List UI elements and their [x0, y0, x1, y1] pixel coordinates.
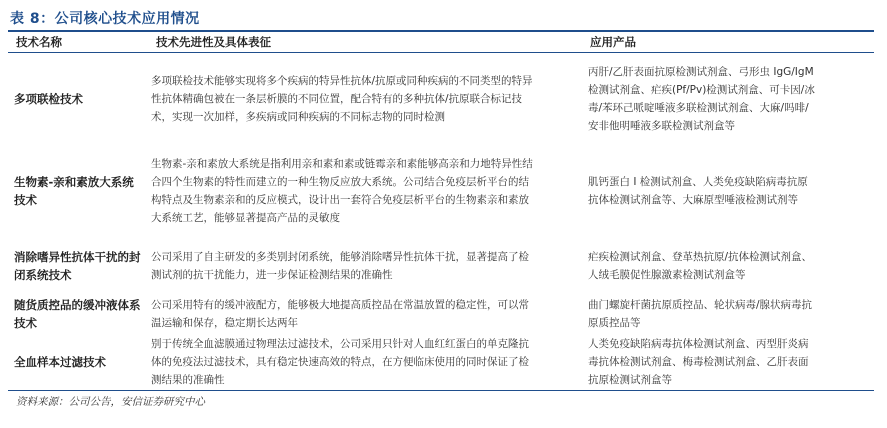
- tech-desc-cell: 公司采用了自主研发的多类别封闭系统，能够消除嗜异性抗体干扰，显著提高了检测试剂的抗干扰能力，进一步保证检测结果的准确性: [151, 251, 529, 281]
- table-row: [8, 335, 874, 389]
- header-tech-features: 技术先进性及具体表征: [156, 35, 271, 49]
- products-cell: 疟疾检测试剂盒、登革热抗原/抗体检测试剂盒、人绒毛膜促性腺激素检测试剂盒等: [588, 251, 813, 281]
- header-products: 应用产品: [590, 35, 636, 49]
- tech-desc-cell: 别于传统全血滤膜通过物理法过滤技术，公司采用只针对人血红红蛋白的单克隆抗体的免疫法过滤技术，具有稳定快速高效的特点，在方便临床使用的同时保证了检测结果的准确性: [151, 338, 529, 386]
- table-header-row: [8, 32, 874, 52]
- products-cell: 丙肝/乙肝表面抗原检测试剂盒、弓形虫 IgG/IgM 检测试剂盒、疟疾(Pf/Pv)检测试剂盒、可卡因/冰毒/苯环己哌啶唾液多联检测试剂盒、大麻/吗啡/安非他明唾液多联检测试剂盒等: [588, 66, 815, 132]
- tech-name-cell: 随货质控品的缓冲液体系技术: [14, 298, 141, 330]
- tech-name-cell: 消除嗜异性抗体干扰的封闭系统技术: [14, 250, 141, 282]
- table-row: [8, 148, 874, 234]
- tech-name-cell: 多项联检技术: [14, 92, 83, 106]
- tech-desc-cell: 生物素-亲和素放大系统是指利用亲和素和素或链霉亲和素能够高亲和力地特异性结合四个生物素的特性而建立的一种生物反应放大系统。公司结合免疫层析平台的结构特点及生物素亲和的反应模式，设计出一套符合免疫层析平台的生物素亲和素放大系统工艺，能够显著提高产品的灵敏度: [151, 158, 533, 224]
- table-row: [8, 295, 874, 333]
- table-row: [8, 239, 874, 293]
- tech-desc-cell: 公司采用特有的缓冲液配方，能够极大地提高质控品在常温放置的稳定性，可以常温运输和保存，稳定期长达两年: [151, 299, 529, 329]
- tech-desc-cell: 多项联检技术能够实现将多个疾病的特异性抗体/抗原或同种疾病的不同类型的特异性抗体精确包被在一条层析膜的不同位置，配合特有的多种抗体/抗原联合标记技术，实现一次加样，多疾病或同种疾病的不同标志物的同时检测: [151, 75, 533, 123]
- products-cell: 曲门螺旋杆菌抗原质控品、轮状病毒/腺状病毒抗原质控品等: [588, 299, 813, 329]
- products-cell: 人类免疫缺陷病毒抗体检测试剂盒、丙型肝炎病毒抗体检测试剂盒、梅毒检测试剂盒、乙肝表面抗原检测试剂盒等: [588, 338, 809, 386]
- table-row: [8, 56, 874, 142]
- header-tech-name: 技术名称: [16, 35, 62, 49]
- tech-name-cell: 生物素-亲和素放大系统技术: [14, 175, 134, 207]
- products-cell: 肌钙蛋白 I 检测试剂盒、人类免疫缺陷病毒抗原抗体检测试剂盒等、大麻原型唾液检测试剂等: [588, 176, 808, 206]
- source-note: 资料来源：公司公告，安信证券研究中心: [16, 396, 205, 408]
- tech-name-cell: 全血样本过滤技术: [14, 355, 106, 369]
- table-title: 表 8：公司核心技术应用情况: [10, 11, 200, 27]
- table-bottom-rule: [8, 390, 874, 391]
- table-header-rule: [8, 52, 874, 53]
